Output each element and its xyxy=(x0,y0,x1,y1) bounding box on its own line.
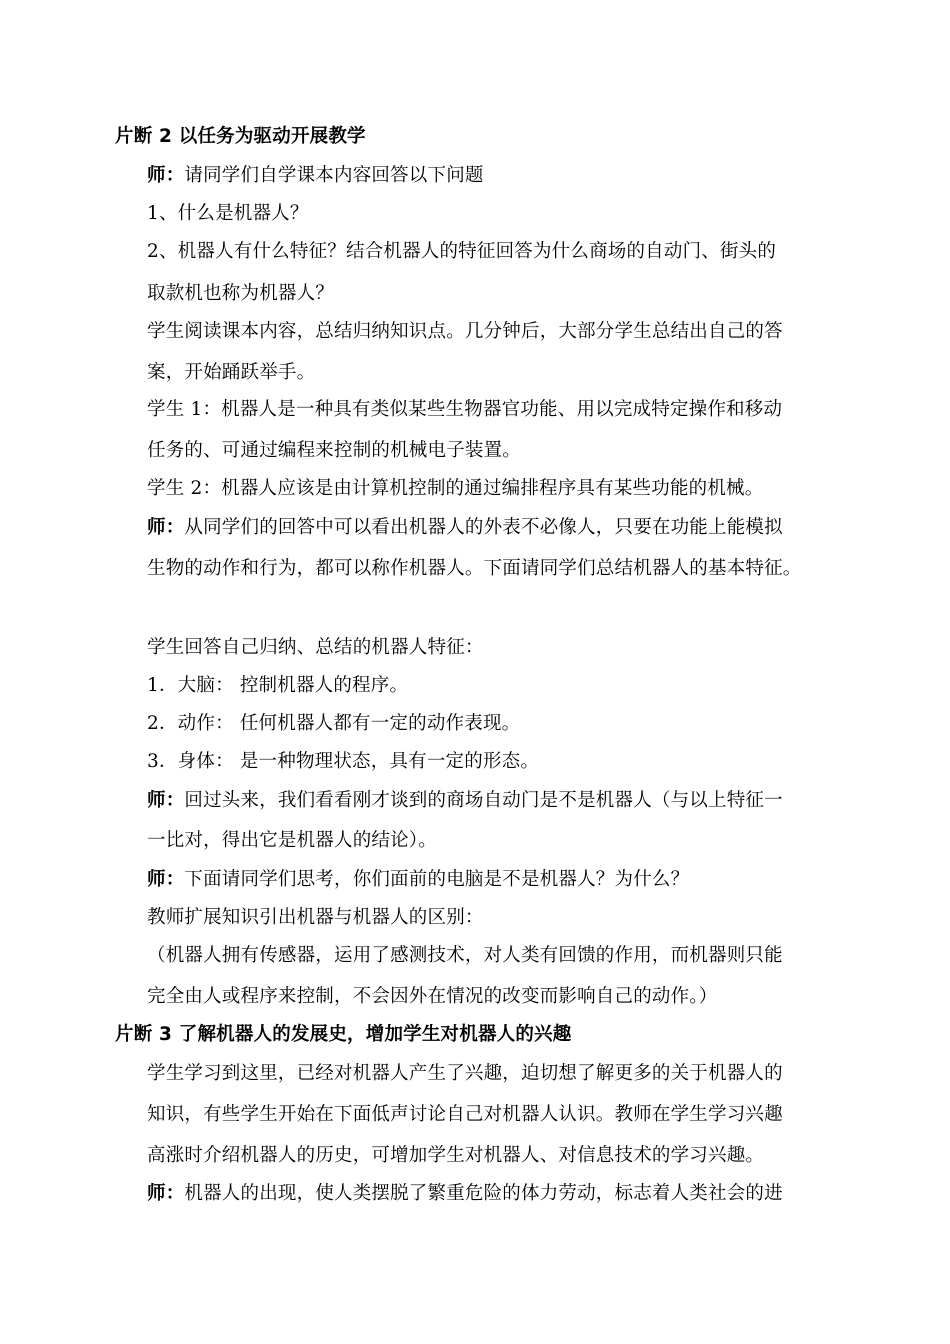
question-1: 1、什么是机器人？ xyxy=(147,203,309,224)
teacher-comment-1-line-1 xyxy=(147,516,783,540)
teacher-comment-2-text: 回过头来，我们看看刚才谈到的商场自动门是不是机器人（与以上特征一 xyxy=(184,790,783,811)
teacher-label: 师： xyxy=(147,790,185,811)
student-1-answer-line-1: 学生 1：机器人是一种具有类似某些生物器官功能、用以完成特定操作和移动 xyxy=(147,399,783,420)
reading-paragraph-line-1: 学生阅读课本内容，总结归纳知识点。几分钟后，大部分学生总结出自己的答 xyxy=(147,321,783,342)
teacher-comment-2-line-1 xyxy=(147,789,783,813)
teacher-label: 师： xyxy=(147,517,185,538)
teacher-label: 师： xyxy=(147,869,185,890)
section-3-paragraph-line-2: 知识，有些学生开始在下面低声讨论自己对机器人认识。教师在学生学习兴趣 xyxy=(147,1104,783,1125)
section-3-paragraph-line-3: 高涨时介绍机器人的历史，可增加学生对机器人、对信息技术的学习兴趣。 xyxy=(147,1145,765,1166)
feature-3: 3．身体： 是一种物理状态，具有一定的形态。 xyxy=(147,751,540,772)
section-3-heading: 片断 3 了解机器人的发展史，增加学生对机器人的兴趣 xyxy=(115,1024,572,1045)
extension-line-2: 完全由人或程序来控制，不会因外在情况的改变而影响自己的动作。） xyxy=(147,986,718,1007)
teacher-prompt-text: 请同学们自学课本内容回答以下问题 xyxy=(184,165,484,186)
answer-intro: 学生回答自己归纳、总结的机器人特征： xyxy=(147,637,484,658)
reading-paragraph-line-2: 案，开始踊跃举手。 xyxy=(147,362,316,383)
teacher-history-line-1 xyxy=(147,1182,783,1206)
teacher-question xyxy=(147,868,689,892)
extension-line-1: （机器人拥有传感器，运用了感测技术，对人类有回馈的作用，而机器则只能 xyxy=(147,945,783,966)
question-2-line-1: 2、机器人有什么特征？结合机器人的特征回答为什么商场的自动门、街头的 xyxy=(147,241,777,262)
student-2-answer: 学生 2：机器人应该是由计算机控制的通过编排程序具有某些功能的机械。 xyxy=(147,478,764,499)
section-3-paragraph-line-1: 学生学习到这里，已经对机器人产生了兴趣，迫切想了解更多的关于机器人的 xyxy=(147,1063,783,1084)
teacher-comment-1-text: 从同学们的回答中可以看出机器人的外表不必像人，只要在功能上能模拟 xyxy=(184,517,783,538)
teacher-history-text: 机器人的出现，使人类摆脱了繁重危险的体力劳动，标志着人类社会的进 xyxy=(184,1183,783,1204)
teacher-prompt xyxy=(147,164,484,188)
feature-1: 1．大脑： 控制机器人的程序。 xyxy=(147,675,409,696)
teacher-label: 师： xyxy=(147,1183,185,1204)
section-2-heading: 片断 2 以任务为驱动开展教学 xyxy=(115,126,366,147)
teacher-question-text: 下面请同学们思考，你们面前的电脑是不是机器人？为什么？ xyxy=(184,869,690,890)
teacher-comment-1-line-2: 生物的动作和行为，都可以称作机器人。下面请同学们总结机器人的基本特征。 xyxy=(147,558,802,579)
teacher-label: 师： xyxy=(147,165,185,186)
teacher-comment-2-line-2: 一比对，得出它是机器人的结论）。 xyxy=(147,830,437,851)
feature-2: 2．动作： 任何机器人都有一定的动作表现。 xyxy=(147,713,521,734)
student-1-answer-line-2: 任务的、可通过编程来控制的机械电子装置。 xyxy=(147,440,522,461)
question-2-line-2: 取款机也称为机器人？ xyxy=(147,283,335,304)
extension-intro: 教师扩展知识引出机器与机器人的区别： xyxy=(147,907,484,928)
